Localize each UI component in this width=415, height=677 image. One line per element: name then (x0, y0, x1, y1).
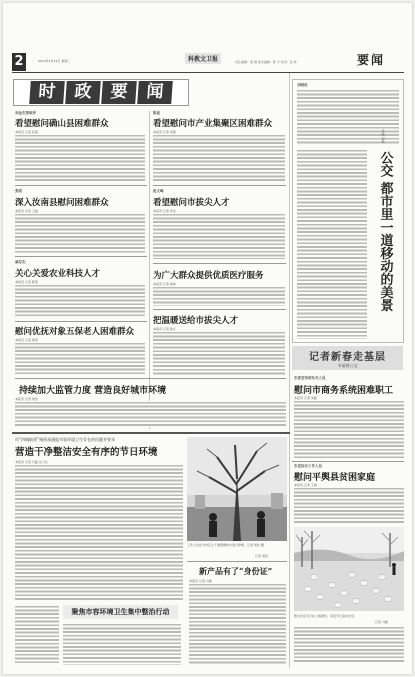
article-body (153, 286, 285, 306)
article-byline: 本报讯 记者 王晨 (294, 483, 317, 487)
article-kicker: 戚存杰 (15, 260, 26, 264)
feature-byline: 文/图 刘俊 (381, 129, 385, 143)
article-headline: 把温暖送给市拔尖人才 (153, 316, 239, 326)
article-byline: 本报讯 记者 刘燕 (153, 130, 176, 134)
article-kicker: 市直综合工作人员 (294, 464, 322, 468)
article-body (15, 342, 145, 376)
article-byline: 本报讯 记者 陈燕 (15, 280, 38, 284)
article-byline: 本报讯 记者 马磊 实习生 (15, 460, 48, 464)
article-headline: 慰问平舆县贫困家庭 (294, 473, 376, 483)
duty-line: 责任编辑：黄 晨 美术编辑：陈 宁 校对：张 林 (235, 60, 297, 64)
photo-credit: 记者 马骏 (375, 620, 388, 624)
article-byline: 本报讯 记者 刘婕 (294, 396, 317, 400)
newspaper-page (3, 3, 412, 674)
article-headline: 看望慰问市产业集聚区困难群众 (153, 119, 273, 129)
article-rule (187, 561, 287, 562)
article-kicker: 张明 (15, 189, 22, 193)
article-body (15, 464, 183, 600)
article-headline: 深入汝南县慰问困难群众 (15, 198, 109, 208)
photo-caption: 图为市民冬日在公园游玩，享受节日美好时光。 (294, 614, 358, 618)
banner-char: 要 (101, 81, 137, 104)
column-rule (149, 111, 150, 429)
article-rule (292, 461, 404, 462)
series-title: 聚焦市容环境卫生集中整治行动 (63, 605, 178, 619)
article-body (15, 401, 286, 427)
article-headline: 慰问优抚对象五保老人困难群众 (15, 327, 135, 337)
article-rule (153, 309, 286, 310)
article-kicker: 市委宣传部有关人员 (294, 376, 326, 380)
article-body (15, 134, 145, 182)
article-rule (15, 185, 147, 186)
series-band (292, 346, 403, 370)
article-headline: 新产品有了“身份证” (199, 566, 273, 576)
article-byline: 本报讯 记者 李杰 (153, 209, 176, 213)
section-title: 要闻 (357, 53, 386, 67)
article-body (294, 626, 404, 664)
photo-credit: 记者 周岩 (255, 554, 268, 558)
article-kicker: 市“四城联创”指挥部通报市容环境卫生存在的问题并要求 (15, 437, 116, 442)
article-headline: 慰问市商务系统困难职工 (294, 386, 394, 396)
article-body (294, 487, 404, 523)
article-rule (153, 263, 286, 264)
article-headline: 看望慰问确山县困难群众 (15, 119, 109, 129)
park-photo (294, 527, 404, 611)
banner-char: 闻 (137, 81, 173, 104)
article-kicker: 刘金杰等领导 (15, 111, 36, 115)
article-byline: 本报讯 记者 杨林 (153, 282, 176, 286)
article-headline: 为广大群众提供优质医疗服务 (153, 271, 264, 281)
tree-pruning-photo (187, 437, 287, 541)
date-line: 2013年2月12日 星期二 (38, 59, 71, 63)
article-body (15, 284, 145, 316)
article-rule (153, 185, 286, 186)
article-body (189, 583, 286, 665)
masthead: 科教文卫报 (185, 53, 221, 64)
article-byline: 本报讯 记者 孙红 (153, 327, 176, 331)
feature-body (297, 149, 367, 339)
article-body (63, 623, 181, 665)
article-body (153, 213, 285, 259)
series-band-title: 记者新春走基层 (309, 351, 386, 363)
section-banner (13, 79, 189, 106)
banner-char: 时 (29, 81, 65, 104)
header-rule (12, 72, 404, 73)
article-byline: 本报讯 记者 王磊 (15, 209, 38, 213)
article-headline: 看望慰问市拔尖人才 (153, 198, 230, 208)
article-kicker: 陈星 (153, 111, 160, 115)
feature-vertical-title (373, 151, 397, 312)
article-body (15, 605, 59, 665)
banner-char: 政 (65, 81, 101, 104)
section-rule (12, 432, 290, 434)
article-headline: 关心关爱农业科技人才 (15, 269, 101, 279)
article-kicker: 赵文峰 (153, 189, 164, 193)
article-rule (15, 321, 147, 322)
page-number: 2 (12, 53, 26, 71)
column-rule (289, 73, 290, 668)
article-headline: 营造干净整洁安全有序的节日环境 (15, 447, 158, 458)
article-byline: 本报讯 记者 周岩 (15, 397, 38, 401)
article-byline: 本报讯 记者 马骏 (189, 579, 212, 583)
feature-title-text: 公交 都市里一道移动的美景 (377, 151, 393, 312)
article-body (15, 213, 145, 253)
photo-caption: 工作人员在对市区主干道两侧树木进行修剪。记者 周岩 摄 (187, 543, 264, 547)
article-body (153, 134, 285, 182)
article-rule (15, 378, 286, 379)
article-body (294, 400, 404, 458)
article-rule (15, 256, 147, 257)
feature-kicker: 刘晓辰 (297, 83, 308, 87)
article-body (153, 331, 285, 375)
series-band-subtitle: 节前探公交 (337, 362, 358, 368)
article-byline: 本报讯 记者 黄涛 (15, 338, 38, 342)
article-byline: 本报讯 记者 张超 (15, 130, 38, 134)
article-headline: 持续加大监管力度 营造良好城市环境 (19, 386, 167, 396)
